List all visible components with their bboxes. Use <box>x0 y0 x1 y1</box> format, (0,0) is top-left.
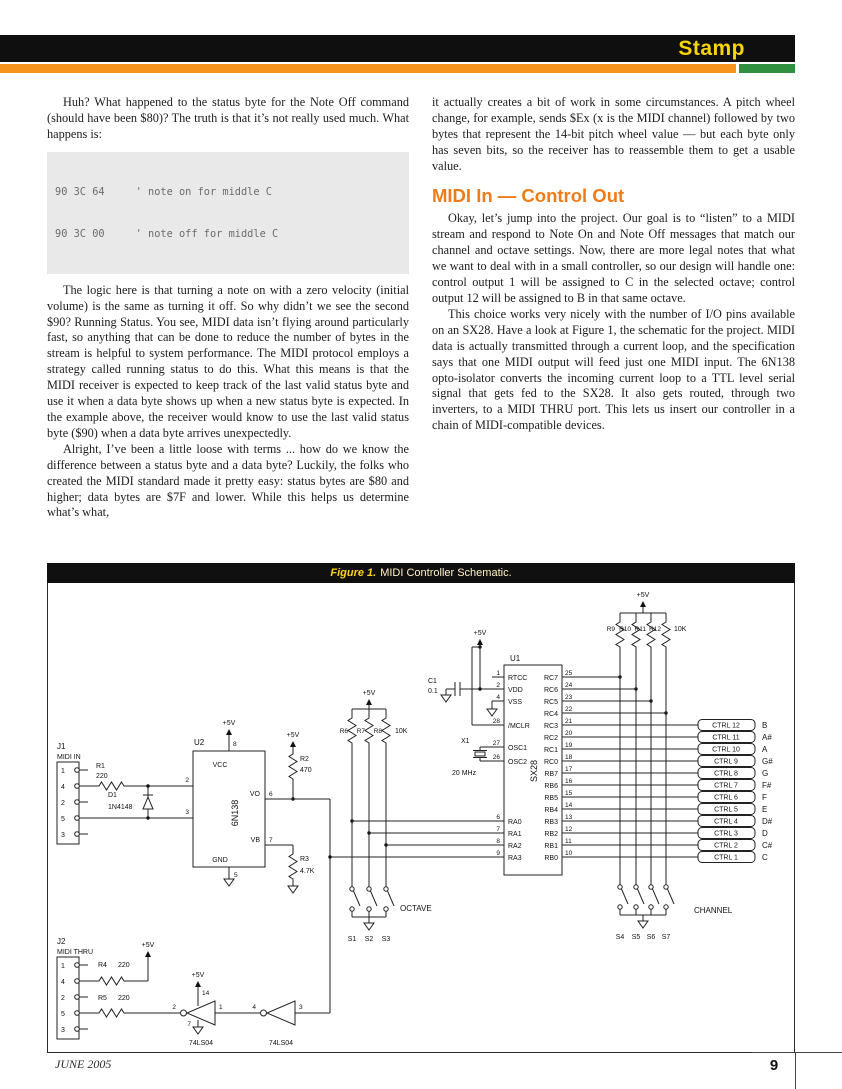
note-label: E <box>762 805 768 814</box>
octave-label: OCTAVE <box>400 904 432 913</box>
diode-d1 <box>108 784 153 819</box>
vb-label: VB <box>250 837 260 844</box>
ref: C1 <box>428 678 437 685</box>
ctrl-label: CTRL 2 <box>714 842 738 850</box>
value: 220 <box>118 995 130 1002</box>
value: 470 <box>300 767 312 774</box>
article-left-column <box>47 95 409 557</box>
figure-1 <box>47 563 795 1053</box>
part-number: 74LS04 <box>188 1040 214 1047</box>
figure-caption <box>47 563 795 583</box>
crystal-x1 <box>452 738 487 777</box>
pin-name: RC4 <box>543 711 558 718</box>
switch-label: S6 <box>646 934 656 941</box>
ctrl-label: CTRL 5 <box>714 806 738 814</box>
pin-number: 7 <box>187 1021 191 1028</box>
pin-number: 1 <box>219 1004 223 1011</box>
article-right-column <box>432 95 795 557</box>
pin-number: 5 <box>234 872 238 879</box>
pin-number: 26 <box>492 754 500 761</box>
vcc-label: VCC <box>212 762 228 769</box>
footer-rule-vertical <box>795 1052 796 1089</box>
ctrl-label: CTRL 6 <box>714 794 738 802</box>
pin-number: 5 <box>61 816 65 823</box>
ctrl-label: CTRL 3 <box>714 830 738 838</box>
note-label: A# <box>762 733 772 742</box>
pin-name: RTCC <box>508 675 528 682</box>
connector-name: MIDI THRU <box>57 949 94 956</box>
pin-number: 14 <box>202 990 210 997</box>
pin-number: 20 <box>565 730 573 737</box>
part-number: SX28 <box>529 759 539 783</box>
note-label: G# <box>762 757 773 766</box>
pin-name: RC7 <box>543 675 558 682</box>
pin-number: 4 <box>61 784 65 791</box>
ref: R4 <box>98 962 107 969</box>
note-label: C# <box>762 841 773 850</box>
ref: J1 <box>57 742 66 751</box>
paragraph: it actually creates a bit of work in some circumstances. A pitch wheel change, for example, sends $Ex (x is the MIDI channel) followed by two bytes that represent the 14-bit pitch wheel value — but each byte only has seven bits, so the receiver has to reassemble them to get a usable value. <box>432 95 795 173</box>
mcu-u1 <box>352 645 698 875</box>
pin-number: 2 <box>172 1004 176 1011</box>
power-label: +5V <box>141 942 155 949</box>
code-block <box>47 152 409 274</box>
pin-number: 23 <box>565 694 573 701</box>
power-label: +5V <box>636 592 650 599</box>
header-bar <box>0 35 795 62</box>
pin-number: 9 <box>496 850 500 857</box>
pin-number: 14 <box>565 802 573 809</box>
pin-name: RB5 <box>544 795 558 802</box>
note-label: D# <box>762 817 773 826</box>
code-line: 90 3C 64 ' note on for middle C <box>55 185 272 198</box>
pin-number: 4 <box>496 694 500 701</box>
ref: R3 <box>300 856 309 863</box>
connector-name: MIDI IN <box>57 754 81 761</box>
pin-name: RC6 <box>543 687 558 694</box>
pin-name: RB1 <box>544 843 558 850</box>
optoisolator-u2 <box>185 720 293 886</box>
ctrl-label: CTRL 7 <box>714 782 738 790</box>
ctrl-label: CTRL 9 <box>714 758 738 766</box>
paragraph: Okay, let’s jump into the project. Our goal is to “listen” to a MIDI stream and respond to Note On and Note Off messages that match our channel and octave settings. Now, there are more legal notes that what we want to deal with in a small controller, so our design will handle one: control output 1 will be assigned to C in the selected octave; control output 12 will be assigned to B in that same octave. <box>432 211 795 305</box>
pin-number: 25 <box>565 670 573 677</box>
ref: R7 <box>356 728 365 735</box>
paragraph: Huh? What happened to the status byte for the Note Off command (should have been $80)? The truth is that it’s not really used much. What happens is: <box>47 95 409 141</box>
value: 220 <box>96 773 108 780</box>
pin-name: OSC1 <box>508 745 528 752</box>
resistor-r5 <box>96 995 180 1017</box>
pin-number: 2 <box>185 777 189 784</box>
note-label: B <box>762 721 768 730</box>
pin-number: 28 <box>492 718 500 725</box>
value: 0.1 <box>428 688 438 695</box>
pin-number: 22 <box>565 706 573 713</box>
pin-name: /MCLR <box>508 723 530 730</box>
pin-number: 10 <box>565 850 573 857</box>
value: 1N4148 <box>108 804 133 811</box>
value: 10K <box>395 728 408 735</box>
ref: R5 <box>98 995 107 1002</box>
value: 10K <box>674 626 687 633</box>
ref: X1 <box>461 738 470 745</box>
resistor-r3 <box>288 845 315 893</box>
pin-number: 7 <box>496 826 500 833</box>
power-label: +5V <box>191 972 205 979</box>
paragraph: Alright, I’ve been a little loose with terms ... how do we know the difference between a status byte and a data byte? Luckily, the folks who created the MIDI standard made it pretty easy: status bytes are $80 and higher; data bytes are $7F and lower. While this helps us determine what’s what, <box>47 441 409 520</box>
header-stripe-green <box>739 64 795 73</box>
value: 4.7K <box>300 868 315 875</box>
part-number: 74LS04 <box>268 1040 294 1047</box>
pin-name: RA2 <box>508 843 522 850</box>
pin-number: 13 <box>565 814 573 821</box>
note-label: C <box>762 853 768 862</box>
pin-number: 27 <box>492 740 500 747</box>
pin-number: 21 <box>565 718 573 725</box>
pin-name: VDD <box>508 687 523 694</box>
pin-number: 6 <box>269 791 273 798</box>
pin-name: RC0 <box>543 759 558 766</box>
ctrl-label: CTRL 1 <box>714 854 738 862</box>
pin-number: 3 <box>61 832 65 839</box>
gnd-label: GND <box>212 857 228 864</box>
pin-number: 3 <box>185 809 189 816</box>
pin-name: RB3 <box>544 819 558 826</box>
ctrl-label: CTRL 4 <box>714 818 738 826</box>
octave-section <box>340 690 432 943</box>
pin-name: RC2 <box>543 735 558 742</box>
note-label: A <box>762 745 768 754</box>
pin-number: 1 <box>496 670 500 677</box>
pin-name: RB2 <box>544 831 558 838</box>
pin-number: 16 <box>565 778 573 785</box>
pin-name: RA1 <box>508 831 522 838</box>
connector-j1 <box>57 742 193 844</box>
ctrl-label: CTRL 11 <box>712 734 740 742</box>
power-label: +5V <box>362 690 376 697</box>
schematic-svg <box>48 583 794 1047</box>
pin-number: 8 <box>496 838 500 845</box>
pin-name: RC5 <box>543 699 558 706</box>
switch-label: S4 <box>615 934 625 941</box>
switch-label: S7 <box>661 934 671 941</box>
pin-number: 3 <box>61 1027 65 1034</box>
pin-number: 15 <box>565 790 573 797</box>
ref: U1 <box>510 654 521 663</box>
switch-label: S5 <box>631 934 641 941</box>
issue-date: JUNE 2005 <box>55 1057 112 1071</box>
power-label: +5V <box>222 720 236 727</box>
switch-label: S3 <box>381 936 391 943</box>
pin-number: 18 <box>565 754 573 761</box>
pin-name: OSC2 <box>508 759 528 766</box>
value: 20 MHz <box>452 770 477 777</box>
column-title: Stamp <box>678 37 745 60</box>
vo-signal-wires <box>265 799 504 1013</box>
pin-number: 1 <box>61 963 65 970</box>
ref: J2 <box>57 937 66 946</box>
pin-number: 2 <box>61 800 65 807</box>
footer-rule-horizontal <box>752 1052 842 1053</box>
power-label: +5V <box>473 630 487 637</box>
schematic-panel <box>47 583 795 1053</box>
ref: R10 <box>619 626 631 633</box>
resistor-r1 <box>96 763 193 790</box>
pin-number: 24 <box>565 682 573 689</box>
pin-number: 7 <box>269 837 273 844</box>
part-number: 6N138 <box>230 799 240 827</box>
pin-number: 3 <box>299 1004 303 1011</box>
pin-number: 12 <box>565 826 573 833</box>
pin-number: 17 <box>565 766 573 773</box>
pin-number: 2 <box>496 682 500 689</box>
figure-caption-label: Figure 1. <box>330 567 377 579</box>
pin-number: 11 <box>565 838 572 845</box>
pin-number: 6 <box>496 814 500 821</box>
channel-label: CHANNEL <box>694 906 733 915</box>
connector-j2 <box>57 937 96 1039</box>
power-label: +5V <box>286 732 300 739</box>
pin-name: RA3 <box>508 855 522 862</box>
pin-number: 19 <box>565 742 573 749</box>
paragraph: The logic here is that turning a note on with a zero velocity (initial volume) is the same as turning it off. So why didn’t we see the second $90? Running Status. You see, MIDI data isn’t flying around particularly fast, so anything that can be done to reduce the number of bytes in the stream is helpful to system performance. The MIDI protocol employs a strategy called running status to do this. What this means is that the MIDI receiver is expected to keep track of the last valid status byte and use it when a data byte shows up when a new status byte is expected. In the example above, the receiver would know to use the last valid status byte ($90) when a data byte arrives unexpectedly. <box>47 282 409 440</box>
pin-name: RC3 <box>543 723 558 730</box>
pin-number: 4 <box>252 1004 256 1011</box>
inverter-u3b <box>252 1001 303 1047</box>
ref: D1 <box>108 792 117 799</box>
ref: R12 <box>649 626 661 633</box>
pin-number: 5 <box>61 1011 65 1018</box>
ref: R1 <box>96 763 105 770</box>
pin-name: RC1 <box>543 747 558 754</box>
switch-label: S1 <box>347 936 357 943</box>
pin-name: RB4 <box>544 807 558 814</box>
switch-label: S2 <box>364 936 374 943</box>
resistor-r4 <box>96 942 155 985</box>
inverter-u3a <box>172 972 260 1047</box>
note-label: D <box>762 829 768 838</box>
resistor-r2 <box>287 732 312 801</box>
page-number: 9 <box>769 1057 779 1074</box>
value: 220 <box>118 962 130 969</box>
ctrl-label: CTRL 12 <box>712 722 740 730</box>
ctrl-label: CTRL 10 <box>712 746 740 754</box>
pin-number: 2 <box>61 995 65 1002</box>
pin-name: RB7 <box>544 771 558 778</box>
pin-number: 8 <box>233 741 237 748</box>
paragraph: This choice works very nicely with the number of I/O pins available on an SX28. Have a look at Figure 1, the schematic for the project. MIDI data is actually transmitted through a current loop, and the specification says that one MIDI output will feed just one MIDI input. The 6N138 opto-isolator converts the incoming current loop to a TTL level serial signal that gets fed to the SX28. It also gets routed, through two inverters, to a MIDI THRU port. This lets us insert our controller in a chain of MIDI-compatible devices. <box>432 306 795 433</box>
ref: R2 <box>300 756 309 763</box>
ref: R9 <box>606 626 615 633</box>
figure-caption-text: MIDI Controller Schematic. <box>380 567 512 579</box>
ref: R8 <box>373 728 382 735</box>
vo-label: VO <box>249 791 260 798</box>
ref: U2 <box>194 738 205 747</box>
ref: R11 <box>634 626 646 633</box>
pin-number: 4 <box>61 979 65 986</box>
header-stripe-orange <box>0 64 736 73</box>
note-label: F <box>762 793 767 802</box>
ctrl-outputs <box>698 720 773 863</box>
note-label: F# <box>762 781 772 790</box>
pin-name: RB6 <box>544 783 558 790</box>
code-line: 90 3C 00 ' note off for middle C <box>55 227 279 240</box>
pin-name: VSS <box>508 699 523 706</box>
pin-name: RB0 <box>544 855 558 862</box>
note-label: G <box>762 769 769 778</box>
capacitor-c1 <box>428 630 487 702</box>
ctrl-label: CTRL 8 <box>714 770 738 778</box>
ref: R6 <box>339 728 348 735</box>
section-heading: MIDI In — Control Out <box>432 184 625 206</box>
pin-number: 1 <box>61 768 65 775</box>
pin-name: RA0 <box>508 819 522 826</box>
